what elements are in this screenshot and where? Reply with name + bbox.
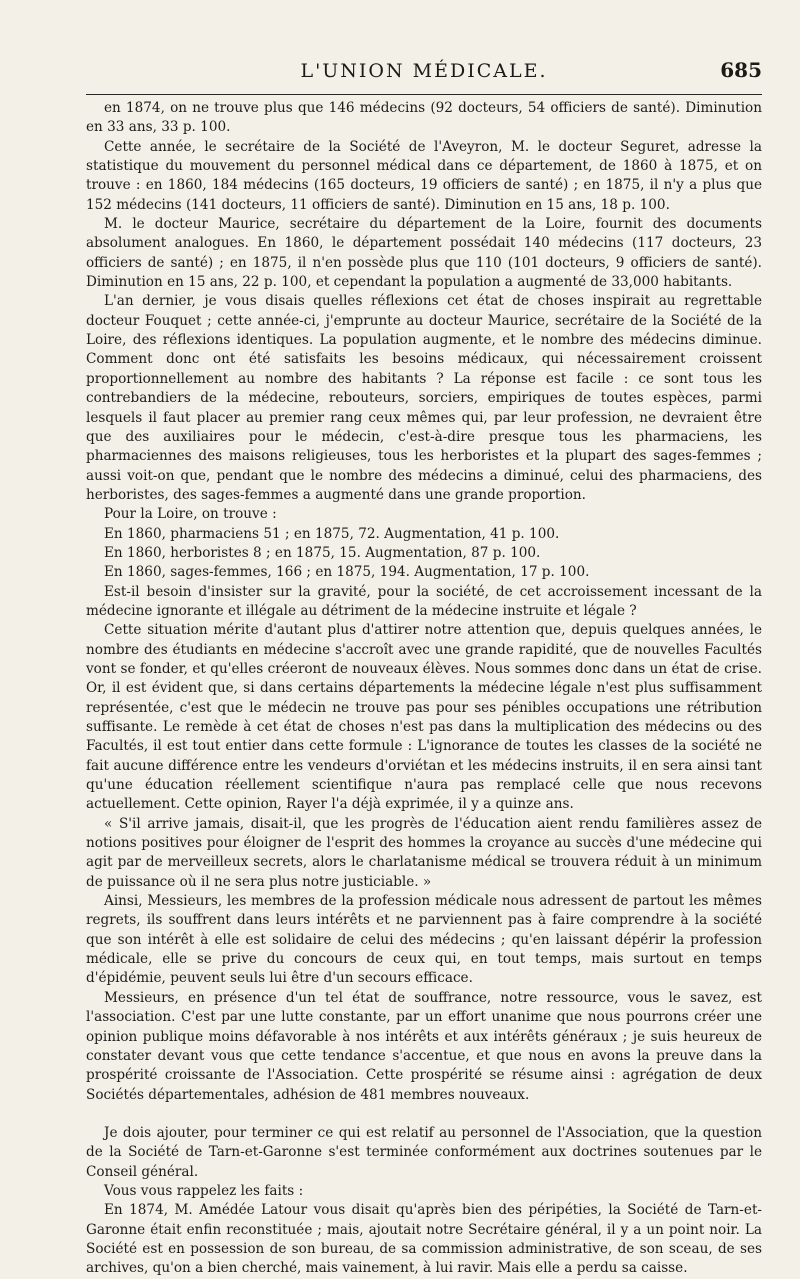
- page-header: [86, 56, 762, 95]
- statistic-line: En 1860, pharmaciens 51 ; en 1875, 72. Augmentation, 41 p. 100.: [104, 525, 560, 542]
- paragraph: M. le docteur Maurice, secrétaire du département de la Loire, fournit des documents absolument analogues. En 1860, le département possédait 140 médecins (117 docteurs, 23 officiers de santé) ; en 1875, il n'en possède plus que 110 (101 docteurs, 9 officiers de santé). Diminution en 15 ans, 22 p. 100, et cependant la population a augmenté de 33,000 habitants.: [86, 216, 762, 291]
- paragraph: Cette année, le secrétaire de la Société de l'Aveyron, M. le docteur Seguret, adresse la statistique du mouvement du personnel médical dans ce département, de 1860 à 1875, et on trouve : en 1860, 184 médecins (165 docteurs, 19 officiers de santé) ; en 1875, il n'y a plus que 152 médecins (141 docteurs, 11 officiers de santé). Diminution en 15 ans, 18 p. 100.: [86, 138, 762, 213]
- page-number: 685: [720, 58, 762, 82]
- paragraph: Cette situation mérite d'autant plus d'attirer notre attention que, depuis quelques années, le nombre des étudiants en médecine s'accroît avec une grande rapidité, que de nouvelles Facultés vont se fonder, et qu'elles créeront de nouveaux élèves. Nous sommes donc dans un état de crise. Or, il est évident que, si dans certains départements la médecine légale n'est plus suffisamment représentée, c'est que le médecin ne trouve pas pour ses pénibles occupations une rétribution suffisante. Le remède à cet état de choses n'est pas dans la multiplication des médecins ou des Facultés, il est tout entier dans cette formule : L'ignorance de toutes les classes de la société ne fait aucune différence entre les vendeurs d'orviétan et les médecins instruits, il en sera ainsi tant qu'une éducation réellement scientifique n'aura pas remplacé celle que nous recevons actuellement. Cette opinion, Rayer l'a déjà exprimée, il y a quinze ans.: [86, 622, 762, 813]
- paragraph: Vous vous rappelez les faits :: [104, 1182, 304, 1199]
- paragraph: en 1874, on ne trouve plus que 146 médecins (92 docteurs, 54 officiers de santé). Diminution en 33 ans, 33 p. 100.: [86, 100, 762, 136]
- quotation: « S'il arrive jamais, disait-il, que les progrès de l'éducation aient rendu familières assez de notions positives pour éloigner de l'esprit des hommes la croyance au succès d'une médecine qui agit par de merveilleux secrets, alors le charlatanisme médical se trouvera réduit à un minimum de puissance où il ne sera plus notre justiciable. »: [86, 815, 762, 890]
- paragraph: Ainsi, Messieurs, les membres de la profession médicale nous adressent de partout les mêmes regrets, ils souffrent dans leurs intérêts et ne parviennent pas à faire comprendre à la société que son intérêt à elle est solidaire de celui des médecins ; qu'en laissant dépérir la profession médicale, elle se prive du concours de ceux qui, en tout temps, mais surtout en temps d'épidémie, peuvent seuls lui être d'un secours efficace.: [86, 893, 762, 987]
- paragraph: Pour la Loire, on trouve :: [104, 506, 277, 523]
- paragraph: Est-il besoin d'insister sur la gravité, pour la société, de cet accroissement incessant de la médecine ignorante et illégale au détriment de la médecine instruite et légale ?: [86, 583, 762, 619]
- paragraph: Messieurs, en présence d'un tel état de souffrance, notre ressource, vous le savez, est l'association. C'est par une lutte constante, par un effort unanime que nous pourrons créer une opinion publique moins défavorable à nos intérêts et aux intérêts généraux ; je suis heureux de constater devant vous que cette tendance s'accentue, et que nous en avons la preuve dans la prospérité croissante de l'Association. Cette prospérité se résume ainsi : agrégation de deux Sociétés départementales, adhésion de 481 membres nouveaux.: [86, 989, 762, 1103]
- article-body: [86, 99, 762, 1279]
- paragraph: Je dois ajouter, pour terminer ce qui est relatif au personnel de l'Association, que la question de la Société de Tarn-et-Garonne s'est terminée conformément aux doctrines soutenues par le Conseil général.: [86, 1124, 762, 1180]
- running-title: L'UNION MÉDICALE.: [300, 60, 548, 82]
- paragraph: En 1874, M. Amédée Latour vous disait qu'après bien des péripéties, la Société de Tarn-et-Garonne était enfin reconstituée ; mais, ajoutait notre Secrétaire général, il y a un point noir. La Société est en possession de son bureau, de sa commission administrative, de son sceau, de ses archives, qu'on a bien cherché, mais vainement, à lui ravir. Mais elle a perdu sa caisse.: [86, 1202, 762, 1277]
- statistic-line: En 1860, herboristes 8 ; en 1875, 15. Augmentation, 87 p. 100.: [104, 544, 541, 561]
- paragraph: L'an dernier, je vous disais quelles réflexions cet état de choses inspirait au regrettable docteur Fouquet ; cette année-ci, j'emprunte au docteur Maurice, secrétaire de la Société de la Loire, des réflexions identiques. La population augmente, et le nombre des médecins diminue. Comment donc ont été satisfaits les besoins médicaux, qui nécessairement croissent proportionnellement au nombre des habitants ? La réponse est facile : ce sont tous les contrebandiers de la médecine, rebouteurs, sorciers, empiriques de toutes espèces, parmi lesquels il faut placer au premier rang ceux mêmes qui, par leur profession, ne devraient être que des auxiliaires pour le médecin, c'est-à-dire presque tous les pharmaciens, les pharmaciennes des maisons religieuses, tous les herboristes et la plupart des sages-femmes ; aussi voit-on que, pendant que le nombre des médecins a diminué, celui des pharmaciens, des herboristes, des sages-femmes a augmenté dans une grande proportion.: [86, 293, 762, 503]
- statistic-line: En 1860, sages-femmes, 166 ; en 1875, 194. Augmentation, 17 p. 100.: [104, 564, 590, 581]
